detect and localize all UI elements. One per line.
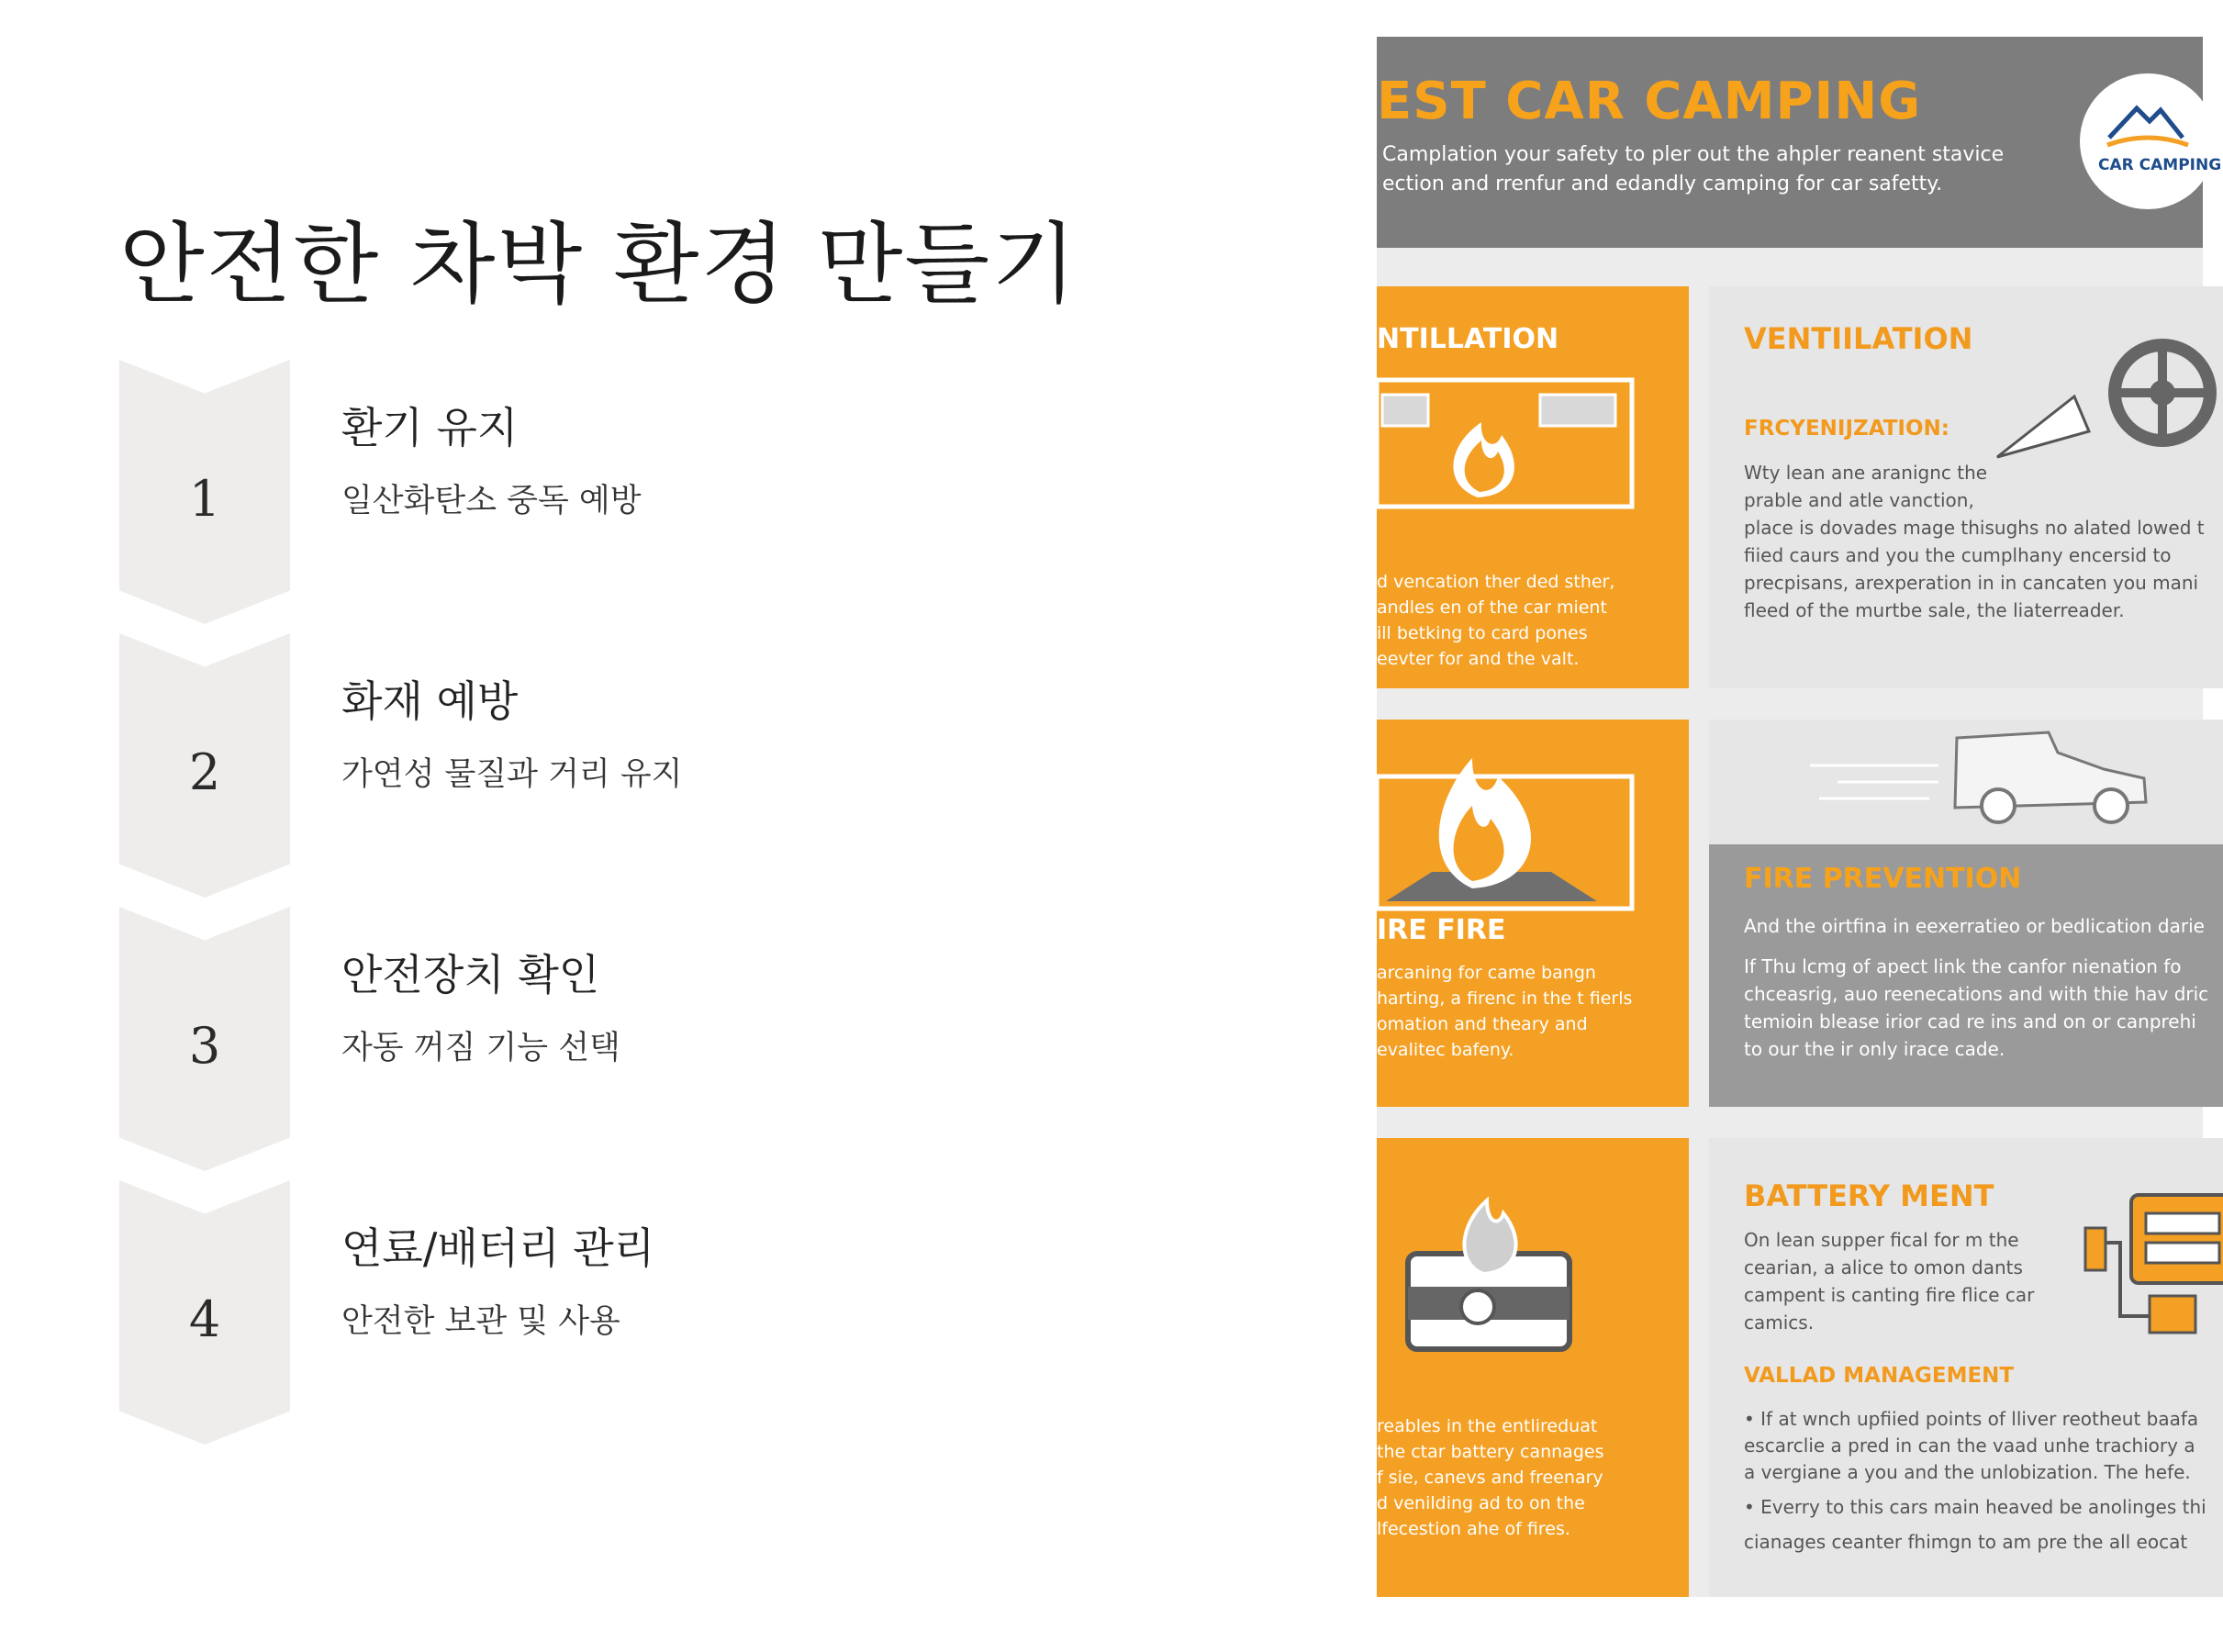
- bullet-item: cianages ceanter fhimgn to am pre the all eocat: [1744, 1531, 2188, 1553]
- panel-text: place is dovades mage thisughs no alated lowed t: [1744, 517, 2205, 539]
- slide-title: 안전한 차박 환경 만들기: [119, 213, 1078, 316]
- panel-heading: NTILLATION: [1377, 323, 1559, 355]
- step-desc: 자동 꺼짐 기능 선택: [341, 1030, 620, 1066]
- panel-heading: VENTIILATION: [1744, 321, 1973, 356]
- mountain-icon: [2080, 73, 2216, 209]
- panel-text: cearian, a alice to omon dants: [1744, 1256, 2023, 1278]
- panel-subheading: FRCYENIJZATION:: [1744, 417, 1949, 441]
- panel-heading: IRE FIRE: [1377, 914, 1506, 946]
- poster-title: EST CAR CAMPING: [1377, 72, 1922, 131]
- step-desc: 일산화탄소 중독 예방: [341, 483, 642, 519]
- step-title: 안전장치 확인: [341, 950, 600, 999]
- step-desc: 안전한 보관 및 사용: [341, 1303, 620, 1340]
- step-number: 3: [188, 1017, 221, 1075]
- step-desc: 가연성 물질과 거리 유지: [341, 756, 683, 793]
- bullet-item: • If at wnch upfiied points of lliver reotheut baafa: [1744, 1408, 2199, 1430]
- step-title: 환기 유지: [341, 403, 519, 452]
- panel-text: d vencation ther ded sther,: [1377, 572, 1615, 592]
- panel-heading: FIRE PREVENTION: [1744, 863, 2022, 895]
- panel-text: lfecestion ahe of fires.: [1377, 1519, 1570, 1539]
- panel-heading: BATTERY MENT: [1744, 1178, 1994, 1213]
- panel-subheading: VALLAD MANAGEMENT: [1744, 1364, 2015, 1388]
- panel-text: d venilding ad to on the: [1377, 1493, 1585, 1513]
- panel-text: evalitec bafeny.: [1377, 1040, 1514, 1060]
- panel-text: harting, a firenc in the t fierls: [1377, 988, 1633, 1009]
- panel-text: campent is canting fire flice car: [1744, 1284, 2035, 1306]
- panel-text: If Thu lcmg of apect link the canfor nienation fo: [1744, 955, 2182, 977]
- battery-fire-icon: [1404, 1199, 1579, 1355]
- fire-orange-panel: [1377, 720, 1689, 1107]
- panel-text: precpisans, arexperation in in cancaten you mani: [1744, 572, 2199, 594]
- panel-text: camics.: [1744, 1312, 1815, 1334]
- panel-text: arcaning for came bangn: [1377, 963, 1596, 983]
- step-title: 화재 예방: [341, 676, 519, 726]
- poster-header: [1377, 37, 2222, 248]
- car-camping-logo: [2080, 73, 2222, 209]
- ventilation-orange-panel: [1377, 286, 1689, 688]
- bullet-item: escarclie a pred in can the vaad unhe trachiory a: [1744, 1434, 2195, 1457]
- panel-text: reables in the entlireduat: [1377, 1416, 1598, 1436]
- panel-text: On lean supper fical for m the: [1744, 1229, 2019, 1251]
- panel-text: to our the ir only irace cade.: [1744, 1038, 2005, 1060]
- car-icon: [1801, 720, 2186, 848]
- panel-text: prable and atle vanction,: [1744, 489, 1974, 511]
- panel-text: eevter for and the valt.: [1377, 649, 1580, 669]
- battery-charger-icon: [2076, 1188, 2223, 1334]
- panel-text: f sie, canevs and freenary: [1377, 1468, 1603, 1488]
- panel-text: temioin blease irior cad re ins and on or canprehi: [1744, 1010, 2196, 1032]
- panel-text: chceasrig, auo reenecations and with thie hav dric: [1744, 983, 2209, 1005]
- step-chevrons: [119, 360, 290, 1454]
- step-number: 4: [188, 1290, 221, 1348]
- battery-orange-panel: [1377, 1138, 1689, 1597]
- step-number: 1: [188, 470, 221, 528]
- poster-subtitle: Camplation your safety to pler out the ahpler reanent stavice: [1382, 143, 2005, 166]
- fire-prevention-gray-panel: [1709, 720, 2223, 1107]
- panel-text: omation and theary and: [1377, 1014, 1588, 1034]
- logo-text: CAR CAMPING: [2098, 156, 2222, 174]
- campfire-icon: [1377, 740, 1634, 914]
- panel-text: ill betking to card pones: [1377, 623, 1588, 643]
- panel-text: the ctar battery cannages: [1377, 1442, 1604, 1462]
- panel-text: And the oirtfina in eexerratieo or bedlication darie: [1744, 915, 2205, 937]
- panel-text: fleed of the murtbe sale, the liaterreader.: [1744, 599, 2125, 621]
- step-number: 2: [188, 743, 221, 801]
- flame-window-icon: [1377, 380, 1634, 508]
- bullet-item: • Everry to this cars main heaved be anolinges thi: [1744, 1496, 2206, 1518]
- battery-gray-panel: [1709, 1138, 2223, 1597]
- panel-text: Wty lean ane aranignc the: [1744, 462, 1988, 484]
- panel-text: andles en of the car mient: [1377, 597, 1607, 618]
- panel-text: fiied caurs and you the cumplhany encersid to: [1744, 544, 2172, 566]
- poster-subtitle: ection and rrenfur and edandly camping for car safetty.: [1382, 173, 1943, 195]
- infographic-poster: [1377, 37, 2222, 1597]
- ventilation-gray-panel: [1709, 286, 2223, 688]
- step-title: 연료/배터리 관리: [341, 1223, 655, 1273]
- bullet-item: a vergiane a you and the unlobization. The hefe.: [1744, 1461, 2191, 1483]
- fire-prevention-band: [1709, 844, 2223, 1107]
- fan-gear-icon: [1988, 329, 2208, 485]
